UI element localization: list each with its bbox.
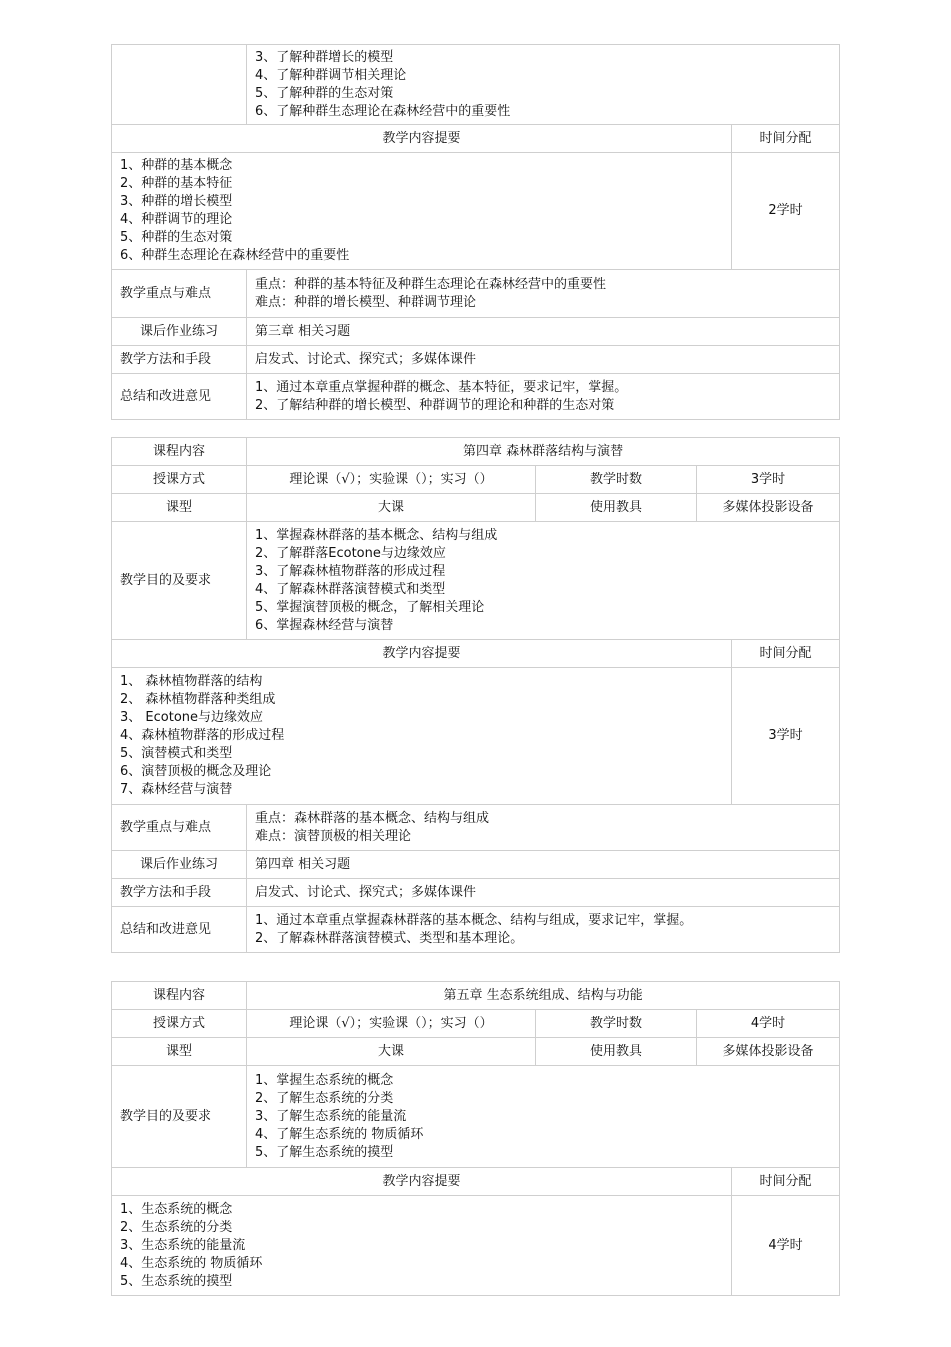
teaching-hours-value: 4学时 <box>697 1010 840 1038</box>
outline-item: 2、 森林植物群落种类组成 <box>120 692 276 707</box>
class-type-value: 大课 <box>247 1038 536 1066</box>
methods-label: 教学方法和手段 <box>112 879 247 907</box>
objective-item: 4、了解森林群落演替模式和类型 <box>255 581 446 597</box>
outline-item: 6、演替顶极的概念及理论 <box>120 764 272 779</box>
outline-item: 2、种群的基本特征 <box>120 176 233 191</box>
outline-item: 1、 森林植物群落的结构 <box>120 674 263 689</box>
summary-cell <box>247 374 840 420</box>
time-header: 时间分配 <box>732 1168 840 1196</box>
time-header: 时间分配 <box>732 125 840 153</box>
outline-item: 3、生态系统的能量流 <box>120 1237 246 1253</box>
teaching-hours-value: 3学时 <box>697 466 840 494</box>
outline-item: 1、生态系统的概念 <box>120 1201 233 1217</box>
class-type-value: 大课 <box>247 494 536 522</box>
objectives-cell <box>247 45 840 125</box>
keypoint-main: 重点：种群的基本特征及种群生态理论在森林经营中的重要性 <box>255 276 607 292</box>
chapter-title: 第四章 森林群落结构与演替 <box>247 438 840 466</box>
objectives-label: 教学目的及要求 <box>112 522 247 640</box>
objective-item: 5、了解种群的生态对策 <box>255 85 394 101</box>
chapter4-table <box>111 437 840 953</box>
outline-cell <box>112 668 732 805</box>
outline-item: 1、种群的基本概念 <box>120 158 233 173</box>
objectives-cell <box>247 522 840 640</box>
course-content-label: 课程内容 <box>112 982 247 1010</box>
keypoints-cell <box>247 270 840 318</box>
objective-item: 3、了解生态系统的能量流 <box>255 1108 407 1124</box>
objectives-cell <box>247 1066 840 1168</box>
summary-item: 1、通过本章重点掌握种群的概念、基本特征，要求记牢，掌握。 <box>255 379 628 395</box>
outline-item: 7、森林经营与演替 <box>120 782 233 797</box>
summary-label: 总结和改进意见 <box>112 374 247 420</box>
objective-item: 2、了解群落Ecotone与边缘效应 <box>255 545 446 561</box>
objective-item: 4、了解生态系统的 物质循环 <box>255 1126 424 1142</box>
teaching-mode-label: 授课方式 <box>112 1010 247 1038</box>
keypoints-label: 教学重点与难点 <box>112 805 247 851</box>
time-value: 2学时 <box>732 153 840 270</box>
outline-item: 4、种群调节的理论 <box>120 212 233 227</box>
class-type-label: 课型 <box>112 494 247 522</box>
teaching-mode-label: 授课方式 <box>112 466 247 494</box>
objective-item: 2、了解生态系统的分类 <box>255 1090 394 1106</box>
summary-label: 总结和改进意见 <box>112 907 247 953</box>
objective-item: 1、掌握生态系统的概念 <box>255 1072 394 1088</box>
teaching-hours-label: 教学时数 <box>536 466 697 494</box>
outline-item: 4、生态系统的 物质循环 <box>120 1255 263 1271</box>
outline-item: 4、森林植物群落的形成过程 <box>120 728 285 743</box>
time-value: 4学时 <box>732 1196 840 1296</box>
methods-value: 启发式、讨论式、探究式；多媒体课件 <box>247 346 840 374</box>
class-type-label: 课型 <box>112 1038 247 1066</box>
homework-value: 第三章 相关习题 <box>247 318 840 346</box>
outline-cell <box>112 153 732 270</box>
outline-item: 3、 Ecotone与边缘效应 <box>120 710 264 725</box>
outline-header: 教学内容提要 <box>112 1168 732 1196</box>
keypoints-cell <box>247 805 840 851</box>
summary-item: 1、通过本章重点掌握森林群落的基本概念、结构与组成，要求记牢，掌握。 <box>255 912 693 928</box>
methods-label: 教学方法和手段 <box>112 346 247 374</box>
chapter-title: 第五章 生态系统组成、结构与功能 <box>247 982 840 1010</box>
objective-item: 4、了解种群调节相关理论 <box>255 67 407 83</box>
outline-item: 5、种群的生态对策 <box>120 230 233 245</box>
objectives-label-cell <box>112 45 247 125</box>
outline-item: 3、种群的增长模型 <box>120 194 233 209</box>
summary-cell <box>247 907 840 953</box>
teaching-tools-value: 多媒体投影设备 <box>697 494 840 522</box>
chapter5-table <box>111 981 840 1296</box>
teaching-mode-value: 理论课（√）；实验课（）；实习（） <box>247 1010 536 1038</box>
objective-item: 1、掌握森林群落的基本概念、结构与组成 <box>255 527 498 543</box>
keypoints-label: 教学重点与难点 <box>112 270 247 318</box>
homework-label: 课后作业练习 <box>112 318 247 346</box>
teaching-hours-label: 教学时数 <box>536 1010 697 1038</box>
objectives-label: 教学目的及要求 <box>112 1066 247 1168</box>
teaching-tools-label: 使用教具 <box>536 1038 697 1066</box>
outline-header: 教学内容提要 <box>112 125 732 153</box>
objective-item: 6、掌握森林经营与演替 <box>255 617 394 633</box>
homework-value: 第四章 相关习题 <box>247 851 840 879</box>
keypoint-difficult: 难点：种群的增长模型、种群调节理论 <box>255 294 477 310</box>
outline-cell <box>112 1196 732 1296</box>
summary-item: 2、了解结种群的增长模型、种群调节的理论和种群的生态对策 <box>255 397 615 413</box>
outline-item: 5、生态系统的摸型 <box>120 1273 233 1289</box>
course-content-label: 课程内容 <box>112 438 247 466</box>
outline-header: 教学内容提要 <box>112 640 732 668</box>
objective-item: 3、了解种群增长的模型 <box>255 49 394 65</box>
outline-item: 5、演替模式和类型 <box>120 746 233 761</box>
objective-item: 5、掌握演替顶极的概念，了解相关理论 <box>255 599 485 615</box>
outline-item: 6、种群生态理论在森林经营中的重要性 <box>120 248 350 263</box>
teaching-tools-value: 多媒体投影设备 <box>697 1038 840 1066</box>
time-header: 时间分配 <box>732 640 840 668</box>
objective-item: 3、了解森林植物群落的形成过程 <box>255 563 446 579</box>
time-value: 3学时 <box>732 668 840 805</box>
chapter3-table <box>111 44 840 420</box>
teaching-tools-label: 使用教具 <box>536 494 697 522</box>
homework-label: 课后作业练习 <box>112 851 247 879</box>
keypoint-main: 重点：森林群落的基本概念、结构与组成 <box>255 810 490 826</box>
summary-item: 2、了解森林群落演替模式、类型和基本理论。 <box>255 930 524 946</box>
methods-value: 启发式、讨论式、探究式；多媒体课件 <box>247 879 840 907</box>
keypoint-difficult: 难点：演替顶极的相关理论 <box>255 828 412 844</box>
teaching-mode-value: 理论课（√）；实验课（）；实习（） <box>247 466 536 494</box>
outline-item: 2、生态系统的分类 <box>120 1219 233 1235</box>
objective-item: 6、了解种群生态理论在森林经营中的重要性 <box>255 103 511 119</box>
objective-item: 5、了解生态系统的摸型 <box>255 1144 394 1160</box>
